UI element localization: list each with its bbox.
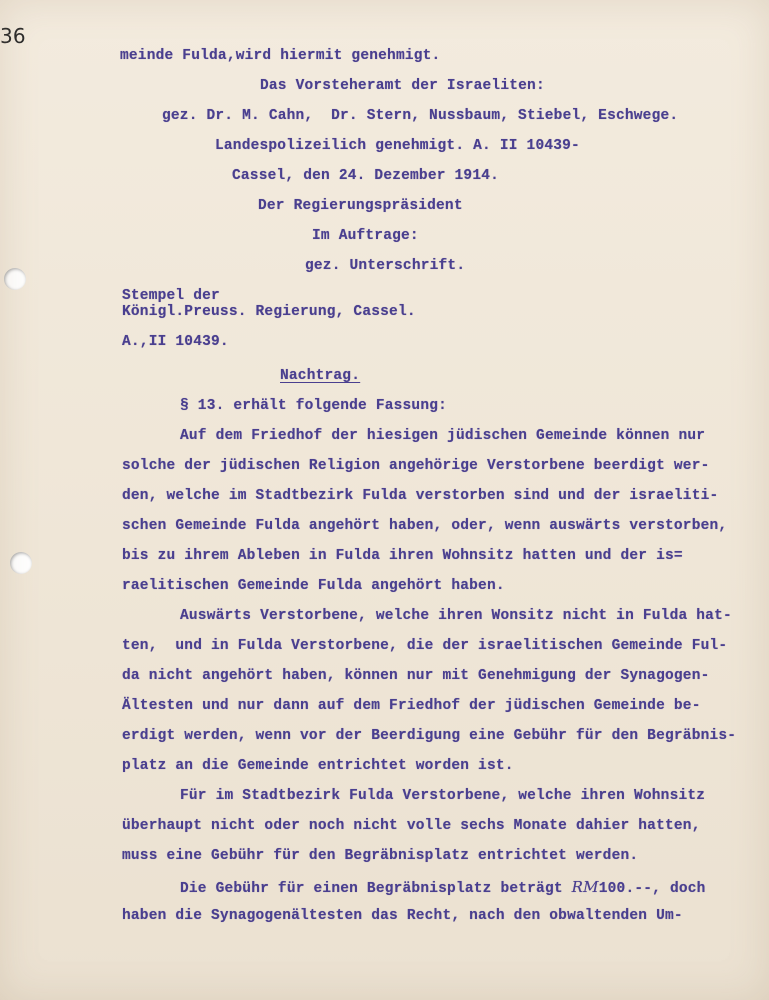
handwritten-currency: RM xyxy=(571,878,599,896)
fee-text: Die Gebühr für einen Begräbnisplatz beträgt xyxy=(180,881,572,897)
paragraph-line: bis zu ihrem Ableben in Fulda ihren Wohnsitz hatten und der is= xyxy=(122,548,683,564)
paragraph-line: raelitischen Gemeinde Fulda angehört haben. xyxy=(122,578,505,594)
paragraph-line: da nicht angehört haben, können nur mit Genehmigung der Synagogen- xyxy=(122,668,710,684)
page-number: 36 xyxy=(0,24,26,48)
stamp-authority: Königl.Preuss. Regierung, Cassel. xyxy=(122,304,416,320)
paragraph-line: platz an die Gemeinde entrichtet worden ist. xyxy=(122,758,514,774)
text-line: Das Vorsteheramt der Israeliten: xyxy=(260,78,545,94)
text-line: Im Auftrage: xyxy=(312,228,419,244)
paragraph-line: erdigt werden, wenn vor der Beerdigung eine Gebühr für den Begräbnis- xyxy=(122,728,737,744)
paragraph-line: Auswärts Verstorbene, welche ihren Wonsitz nicht in Fulda hat- xyxy=(180,608,732,624)
paragraph-title: § 13. erhält folgende Fassung: xyxy=(180,398,448,414)
fee-amount: 100.--, doch xyxy=(598,881,706,897)
signatories-line: gez. Dr. M. Cahn, Dr. Stern, Nussbaum, Stiebel, Eschwege. xyxy=(162,108,679,124)
date-line: Cassel, den 24. Dezember 1914. xyxy=(232,168,500,184)
reference-number: A.,II 10439. xyxy=(122,334,229,350)
text-line: Landespolizeilich genehmigt. A. II 10439- xyxy=(215,138,580,154)
punch-hole-bottom xyxy=(10,552,32,574)
paragraph-line: muss eine Gebühr für den Begräbnisplatz entrichtet werden. xyxy=(122,848,639,864)
paragraph-line: Auf dem Friedhof der hiesigen jüdischen Gemeinde können nur xyxy=(180,428,706,444)
paragraph-line: Ältesten und nur dann auf dem Friedhof der jüdischen Gemeinde be- xyxy=(122,698,701,714)
paragraph-line: haben die Synagogenältesten das Recht, nach den obwaltenden Um- xyxy=(122,908,683,924)
paragraph-line: ten, und in Fulda Verstorbene, die der israelitischen Gemeinde Ful- xyxy=(122,638,728,654)
text-line: gez. Unterschrift. xyxy=(305,258,466,274)
section-heading: Nachtrag. xyxy=(280,368,361,384)
paragraph-line: Für im Stadtbezirk Fulda Verstorbene, welche ihren Wohnsitz xyxy=(180,788,706,804)
text-line: Der Regierungspräsident xyxy=(258,198,463,214)
stamp-label: Stempel der xyxy=(122,288,220,304)
paragraph-line: schen Gemeinde Fulda angehört haben, oder, wenn auswärts verstorben, xyxy=(122,518,728,534)
paragraph-line: solche der jüdischen Religion angehörige Verstorbene beerdigt wer- xyxy=(122,458,710,474)
paragraph-line: überhaupt nicht oder noch nicht volle sechs Monate dahier hatten, xyxy=(122,818,701,834)
punch-hole-top xyxy=(4,268,26,290)
fee-line xyxy=(180,878,706,897)
paragraph-line: den, welche im Stadtbezirk Fulda verstorben sind und der israeliti- xyxy=(122,488,719,504)
text-line: meinde Fulda,wird hiermit genehmigt. xyxy=(120,48,441,64)
